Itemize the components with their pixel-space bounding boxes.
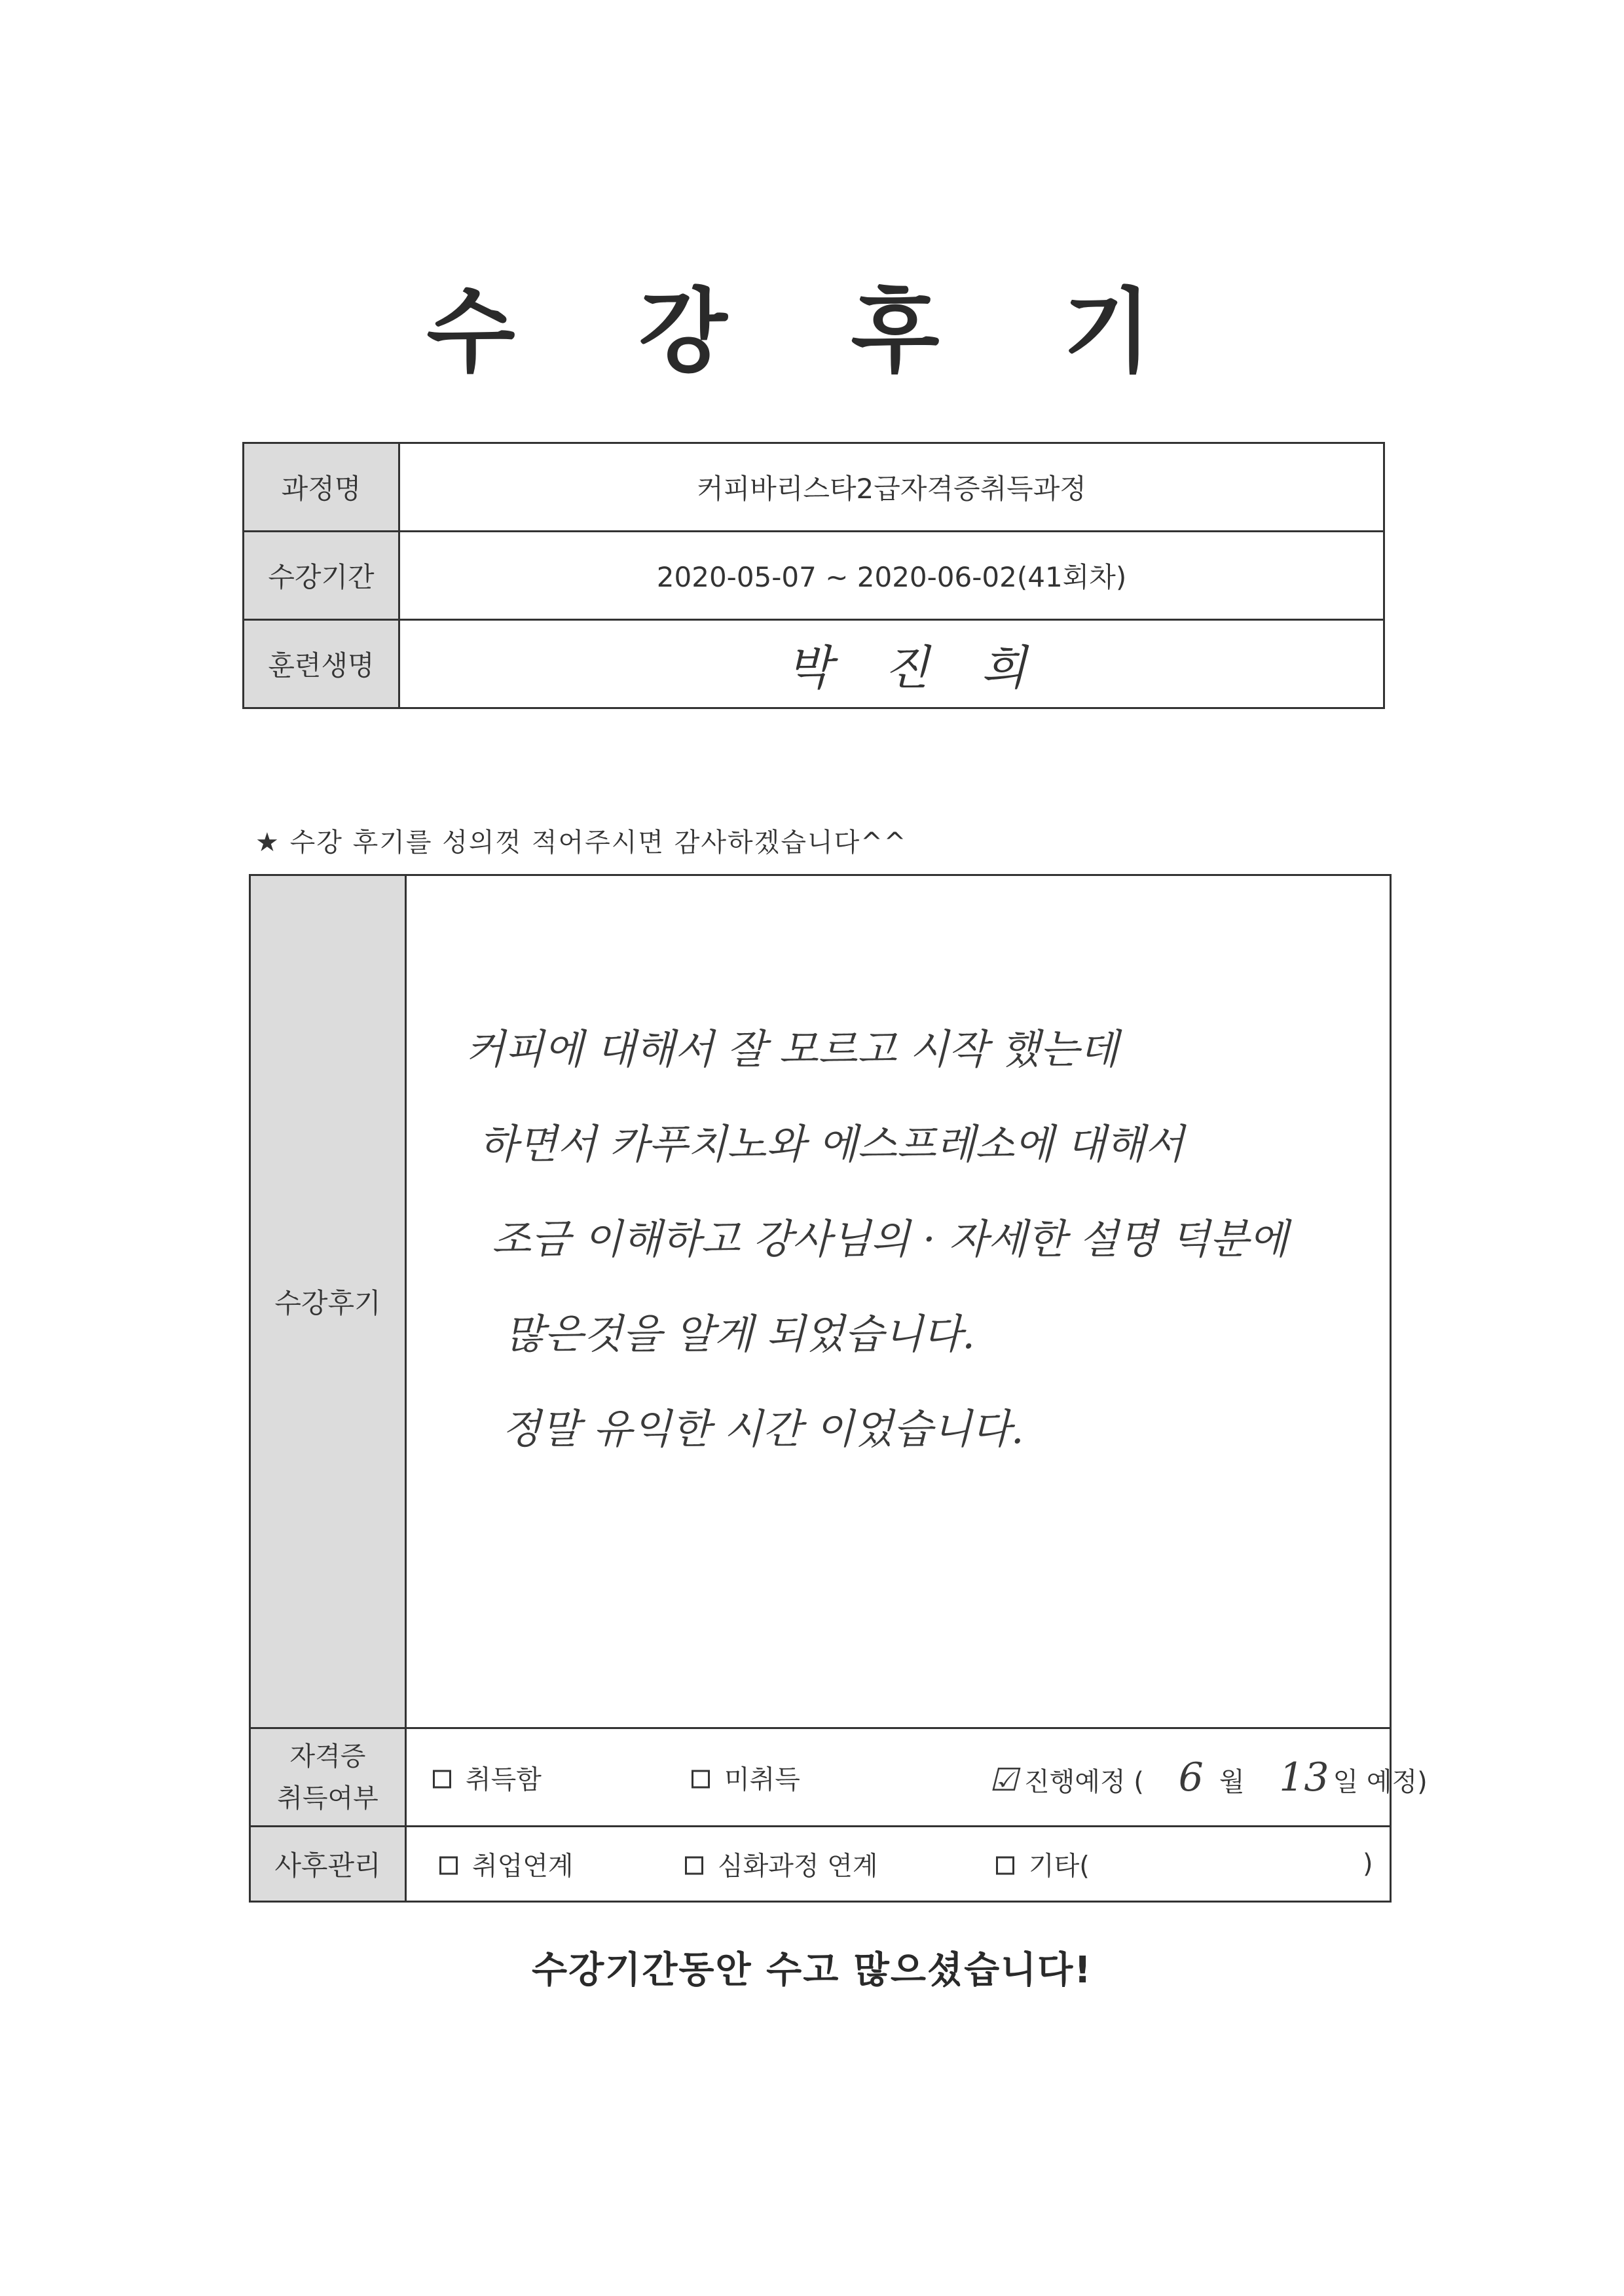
trainee-name-label: 훈련생명 bbox=[244, 620, 399, 708]
period-value: 2020-05-07 ~ 2020-06-02(41회차) bbox=[399, 532, 1384, 620]
aftercare-label: 사후관리 bbox=[250, 1827, 406, 1902]
review-line: 하면서 카푸치노와 에스프레소에 대해서 bbox=[479, 1120, 1185, 1168]
checkbox-icon[interactable] bbox=[692, 1770, 710, 1788]
review-table bbox=[249, 874, 1428, 1903]
check-mark-icon[interactable]: ☑ bbox=[989, 1761, 1018, 1798]
job-link-option[interactable]: 취업연계 bbox=[439, 1846, 574, 1883]
cert-not-acquired-option[interactable]: 미취득 bbox=[692, 1758, 800, 1796]
course-info-table bbox=[242, 442, 1385, 709]
review-label: 수강후기 bbox=[250, 875, 406, 1728]
checkbox-icon[interactable] bbox=[996, 1857, 1014, 1875]
review-line: 커피에 대해서 잘 모르고 시작 했는데 bbox=[466, 1025, 1118, 1073]
review-line: 조금 이해하고 강사님의 · 자세한 설명 덕분에 bbox=[492, 1215, 1289, 1263]
course-name-value: 커피바리스타2급자격증취득과정 bbox=[399, 443, 1384, 532]
page-title: 수 강 후 기 bbox=[426, 279, 1198, 386]
other-option[interactable]: 기타( bbox=[996, 1846, 1090, 1883]
course-name-label: 과정명 bbox=[244, 443, 399, 532]
cert-status-label bbox=[250, 1728, 406, 1827]
checkbox-icon[interactable] bbox=[439, 1857, 458, 1875]
cert-status-label-line2: 취득여부 bbox=[277, 1783, 378, 1813]
period-label: 수강기간 bbox=[244, 532, 399, 620]
footer-message: 수강기간동안 수고 많으셨습니다! bbox=[532, 1949, 1092, 1992]
notice-text: ★ 수강 후기를 성의껏 적어주시면 감사하겠습니다^^ bbox=[255, 828, 908, 858]
trainee-name-value: 박 진 희 bbox=[399, 620, 1384, 708]
cert-status-label-line1: 자격증 bbox=[289, 1741, 366, 1772]
scheduled-month: 6 bbox=[1178, 1754, 1204, 1800]
aftercare-options bbox=[406, 1827, 1391, 1902]
checkbox-icon[interactable] bbox=[433, 1770, 451, 1788]
cert-scheduled-option[interactable]: ☑ 진행예정 ( 6 월 13 일 예정) bbox=[989, 1754, 1428, 1800]
scheduled-day: 13 bbox=[1279, 1754, 1329, 1800]
review-line: 많은것을 알게 되었습니다. bbox=[505, 1310, 975, 1358]
checkbox-icon[interactable] bbox=[685, 1857, 703, 1875]
cert-acquired-option[interactable]: 취득함 bbox=[433, 1758, 542, 1796]
review-body bbox=[406, 875, 1391, 1728]
advanced-course-option[interactable]: 심화과정 연계 bbox=[685, 1846, 878, 1883]
cert-status-options bbox=[406, 1728, 1428, 1827]
review-line: 정말 유익한 시간 이었습니다. bbox=[502, 1405, 1024, 1453]
other-option-close: ) bbox=[1363, 1849, 1373, 1879]
